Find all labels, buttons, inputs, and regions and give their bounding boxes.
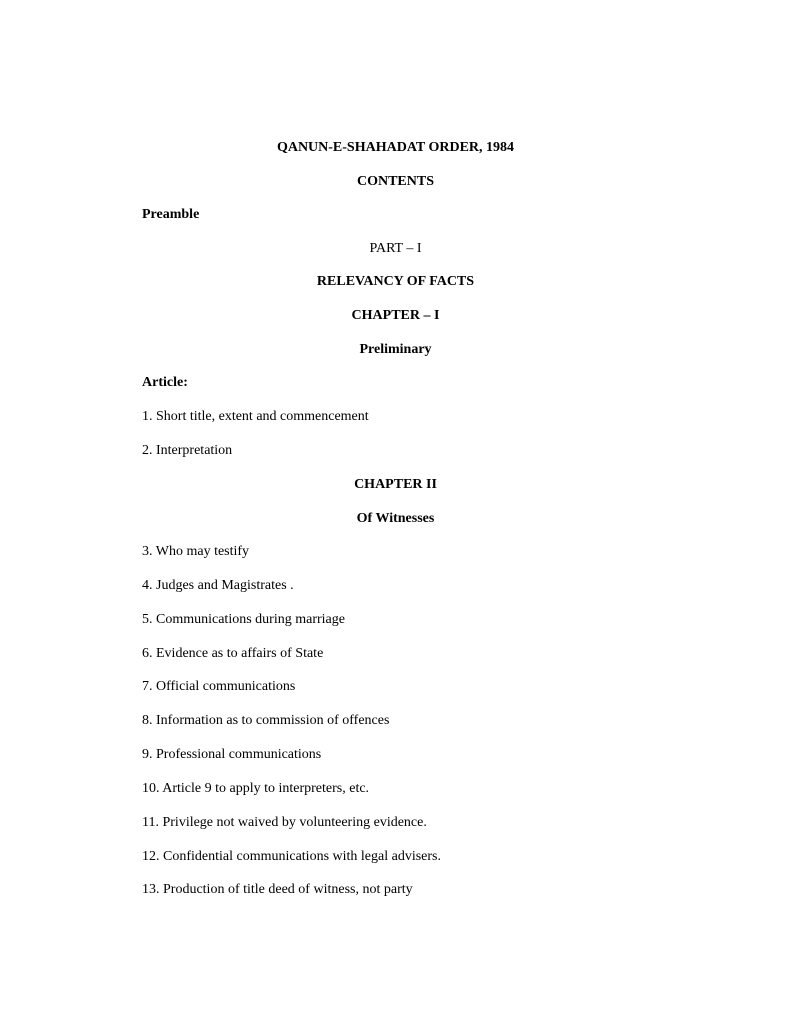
article-label: Article: <box>142 375 188 390</box>
contents-item: 12. Confidential communications with legal advisers. <box>142 849 441 864</box>
contents-item: 10. Article 9 to apply to interpreters, etc. <box>142 781 370 796</box>
chapter-2-title: Of Witnesses <box>356 511 435 526</box>
chapter-2-heading: CHAPTER II <box>354 477 437 492</box>
contents-item: 11. Privilege not waived by volunteering evidence. <box>142 815 427 830</box>
part-title: RELEVANCY OF FACTS <box>316 274 475 289</box>
contents-item: 8. Information as to commission of offences <box>142 713 390 728</box>
contents-item: 7. Official communications <box>142 679 296 694</box>
part-heading: PART – I <box>369 241 422 256</box>
contents-item: 13. Production of title deed of witness, not party <box>142 882 413 897</box>
contents-item: 3. Who may testify <box>142 544 250 559</box>
chapter-1-title: Preliminary <box>359 342 432 357</box>
contents-item: 5. Communications during marriage <box>142 612 345 627</box>
contents-item: 6. Evidence as to affairs of State <box>142 646 324 661</box>
preamble-heading: Preamble <box>142 207 200 222</box>
contents-heading: CONTENTS <box>356 174 435 189</box>
contents-item: 9. Professional communications <box>142 747 322 762</box>
chapter-1-heading: CHAPTER – I <box>351 308 440 323</box>
contents-item: 4. Judges and Magistrates . <box>142 578 294 593</box>
contents-item: 2. Interpretation <box>142 443 233 458</box>
document-title: QANUN-E-SHAHADAT ORDER, 1984 <box>276 140 515 155</box>
contents-item: 1. Short title, extent and commencement <box>142 409 369 424</box>
